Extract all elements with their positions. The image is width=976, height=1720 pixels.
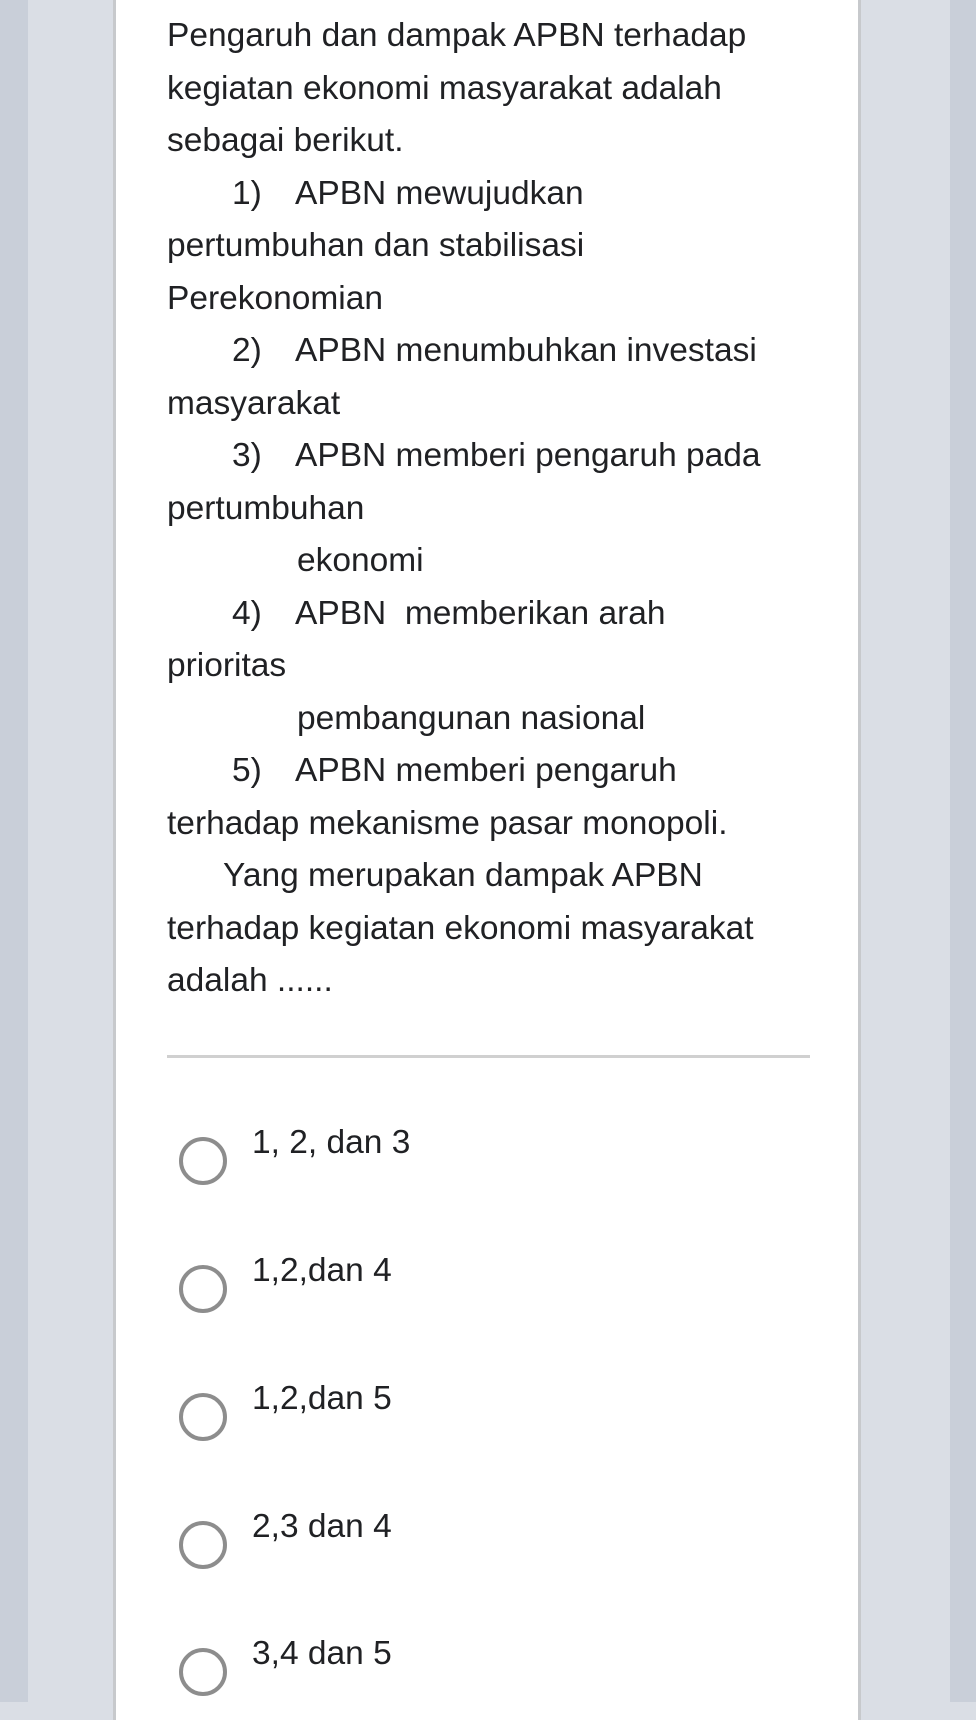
answer-option-label[interactable]: 1,2,dan 4 (252, 1252, 392, 1289)
statement-continuation: masyarakat (167, 384, 341, 422)
question-divider (167, 1055, 810, 1058)
statement-text: APBN mewujudkan (295, 174, 584, 212)
statement-continuation: pertumbuhan (167, 489, 365, 527)
answer-option-1[interactable] (175, 1123, 735, 1183)
statement-text: APBN memberikan arah (295, 594, 666, 632)
question-text (167, 10, 817, 1008)
answer-option-label[interactable]: 2,3 dan 4 (252, 1508, 392, 1545)
statement-item-4 (167, 588, 817, 641)
statement-number: 4) (232, 594, 262, 632)
statement-number: 3) (232, 437, 262, 474)
statement-continuation: terhadap mekanisme pasar monopoli. (167, 804, 728, 842)
question-prompt-continuation: adalah ...... (167, 962, 333, 999)
statement-item-5 (167, 745, 817, 798)
question-prompt: Yang merupakan dampak APBN (223, 857, 703, 894)
statement-number: 2) (232, 332, 262, 369)
radio-button-icon[interactable] (179, 1137, 227, 1185)
question-intro-line: kegiatan ekonomi masyarakat adalah (167, 69, 722, 107)
statement-item-3 (167, 430, 817, 483)
statement-text: APBN menumbuhkan investasi (295, 332, 757, 369)
radio-button-icon[interactable] (179, 1648, 227, 1696)
right-background-strip (950, 0, 976, 1702)
question-intro-line: Pengaruh dan dampak APBN terhadap (167, 17, 747, 54)
answer-option-2[interactable] (175, 1251, 735, 1311)
statement-continuation: prioritas (167, 647, 287, 684)
statement-number: 1) (232, 174, 262, 212)
question-intro-line: sebagai berikut. (167, 122, 404, 159)
statement-continuation: ekonomi (297, 542, 424, 579)
statement-number: 5) (232, 752, 262, 789)
answer-option-5[interactable] (175, 1634, 735, 1694)
answer-option-4[interactable] (175, 1507, 735, 1567)
radio-button-icon[interactable] (179, 1265, 227, 1313)
statement-continuation: pembangunan nasional (297, 699, 646, 737)
radio-button-icon[interactable] (179, 1393, 227, 1441)
question-prompt-continuation: terhadap kegiatan ekonomi masyarakat (167, 909, 754, 947)
answer-option-label[interactable]: 1, 2, dan 3 (252, 1124, 411, 1161)
left-background-strip (0, 0, 28, 1702)
statement-continuation: Perekonomian (167, 279, 384, 317)
statement-item-2 (167, 325, 817, 378)
statement-item-1 (167, 168, 817, 221)
statement-text: APBN memberi pengaruh (295, 752, 677, 789)
answer-option-label[interactable]: 1,2,dan 5 (252, 1380, 392, 1417)
statement-continuation: pertumbuhan dan stabilisasi (167, 227, 585, 264)
radio-button-icon[interactable] (179, 1521, 227, 1569)
answer-option-label[interactable]: 3,4 dan 5 (252, 1635, 392, 1672)
statement-text: APBN memberi pengaruh pada (295, 437, 761, 474)
answer-option-3[interactable] (175, 1379, 735, 1439)
